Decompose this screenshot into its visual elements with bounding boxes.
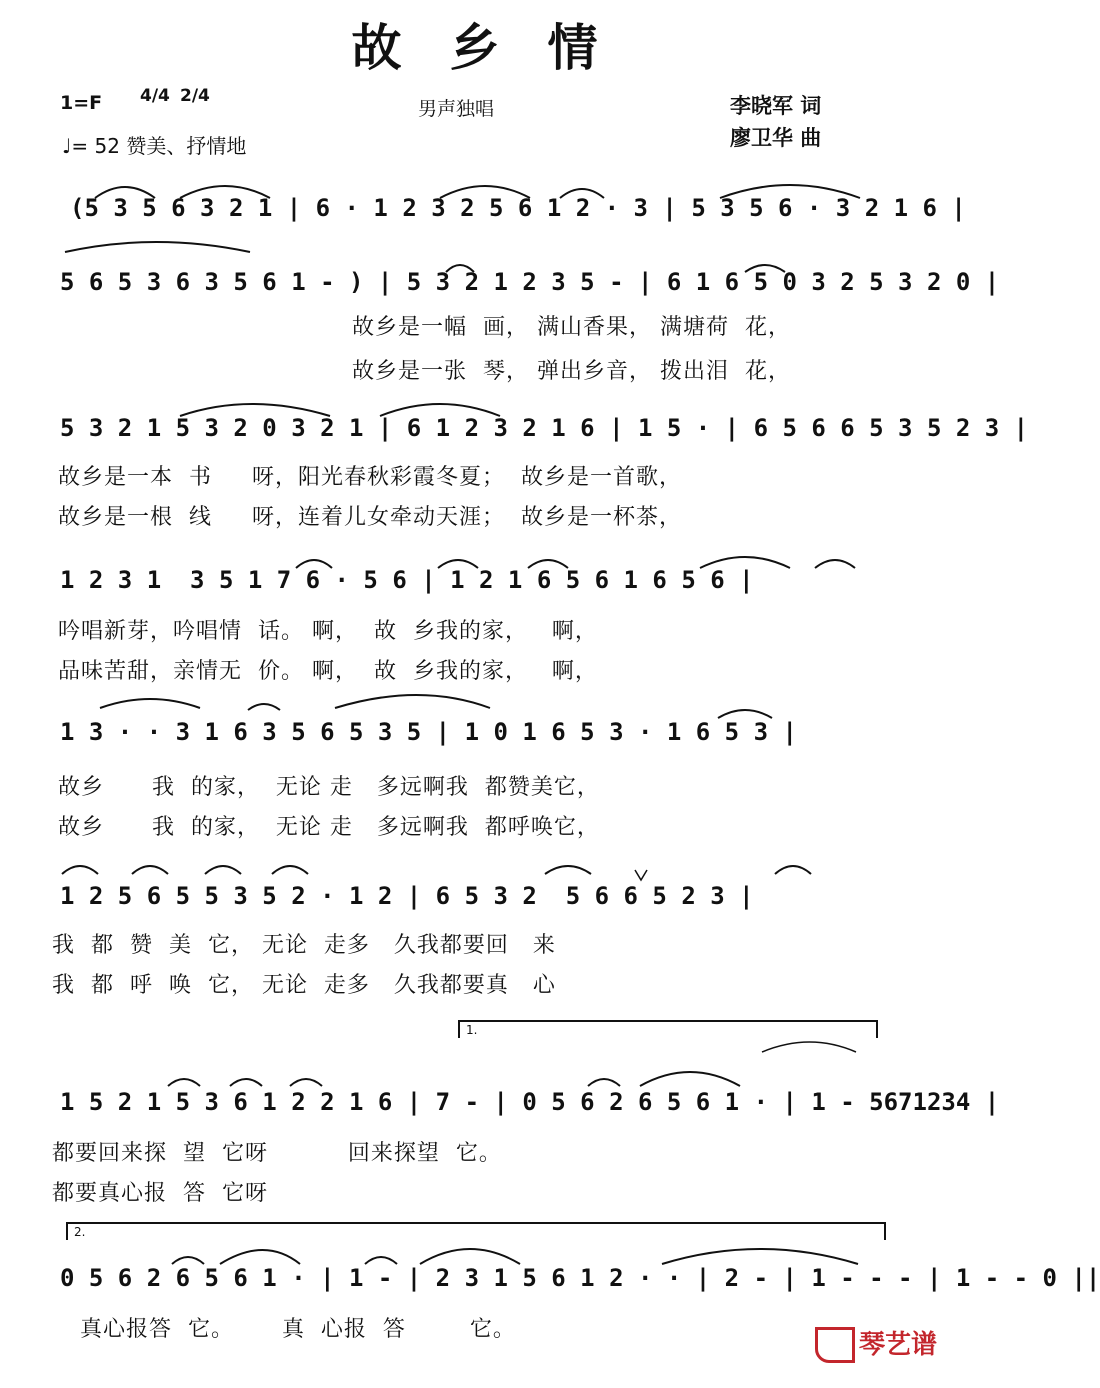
- lyric-verse-1: 真心报答 它。 真 心报 答 它。: [80, 1317, 516, 1342]
- lyric-verse-2: 都要真心报 答 它呀: [52, 1181, 268, 1206]
- key-signature: 1=F: [60, 92, 103, 114]
- notation-line: 1 5 2 1 5 3 6 1 2 2 1 6 | 7 - | 0 5 6 2 6 5 6 1 · | 1 - 5671234 |: [60, 1088, 1000, 1116]
- lyric-verse-2: 故乡 我 的家， 无论 走 多远啊我 都呼唤它，: [58, 815, 600, 840]
- lyric-verse-1: 故乡 我 的家， 无论 走 多远啊我 都赞美它，: [58, 775, 600, 800]
- score-row-4: [0, 560, 949, 690]
- watermark-text: 琴艺谱: [858, 1329, 937, 1360]
- notation-line: 5 6 5 3 6 3 5 6 1 - ) | 5 3 2 1 2 3 5 - | 6 1 6 5 0 3 2 5 3 2 0 |: [60, 268, 1000, 296]
- lyricist: 李晓军 词: [730, 94, 822, 118]
- notation-line: (5 3 5 6 3 2 1 | 6 · 1 2 3 2 5 6 1 2 · 3 | 5 3 5 6 · 3 2 1 6 |: [70, 194, 966, 222]
- time-signature-1: 4/4: [140, 86, 170, 106]
- notation-line: 1 3 · · 3 1 6 3 5 6 5 3 5 | 1 0 1 6 5 3 · 1 6 5 3 |: [60, 718, 797, 746]
- lyric-verse-1: 吟唱新芽，吟唱情 话。 啊， 故 乡我的家， 啊，: [58, 619, 598, 644]
- notation-line: 5 3 2 1 5 3 2 0 3 2 1 | 6 1 2 3 2 1 6 | 1 5 · | 6 5 6 6 5 3 5 2 3 |: [60, 414, 1029, 442]
- score-row-3: [0, 408, 1029, 538]
- notation-line: 1 2 5 6 5 5 3 5 2 · 1 2 | 6 5 3 2 5 6 6 5 2 3 |: [60, 882, 754, 910]
- tempo-marking: ♩= 52 赞美、抒情地: [62, 134, 247, 158]
- performance-type: 男声独唱: [418, 98, 495, 120]
- lyric-verse-2: 故乡是一根 线 呀，连着儿女牵动天涯； 故乡是一杯茶，: [58, 505, 682, 530]
- lyric-verse-1: 故乡是一本 书 呀，阳光春秋彩霞冬夏； 故乡是一首歌，: [58, 465, 682, 490]
- score-row-6: [0, 876, 949, 1006]
- score-row-8: [0, 1258, 1100, 1388]
- notation-line: 1 2 3 1 3 5 1 7 6 · 5 6 | 1 2 1 6 5 6 1 6 5 6 |: [60, 566, 754, 594]
- lyric-verse-1: 我 都 赞 美 它， 无论 走多 久我都要回 来: [52, 933, 556, 958]
- watermark-logo: [815, 1324, 937, 1364]
- lyric-verse-2: 品味苦甜，亲情无 价。 啊， 故 乡我的家， 啊，: [58, 659, 598, 684]
- lyric-verse-2: 我 都 呼 唤 它， 无论 走多 久我都要真 心: [52, 973, 556, 998]
- notation-line: 0 5 6 2 6 5 6 1 · | 1 - | 2 3 1 5 6 1 2 · · | 2 - | 1 - - - | 1 - - 0 ||: [60, 1264, 1100, 1292]
- volta-2-bracket: 2.: [66, 1222, 886, 1240]
- lyric-verse-1: 都要回来探 望 它呀 回来探望 它。: [52, 1141, 502, 1166]
- time-signature-2: 2/4: [180, 86, 210, 106]
- score-row-7: [0, 1082, 1000, 1212]
- volta-1-bracket: 1.: [458, 1020, 878, 1038]
- composer: 廖卫华 曲: [730, 126, 822, 150]
- lyric-verse-1: 故乡是一幅 画， 满山香果， 满塘荷 花，: [352, 315, 791, 340]
- score-row-5: [0, 712, 949, 842]
- qinyipu-logo-icon: [815, 1327, 855, 1363]
- score-row-2: [0, 262, 1000, 392]
- lyric-verse-2: 故乡是一张 琴， 弹出乡音， 拨出泪 花，: [352, 359, 791, 384]
- song-title: 故乡情: [351, 19, 646, 77]
